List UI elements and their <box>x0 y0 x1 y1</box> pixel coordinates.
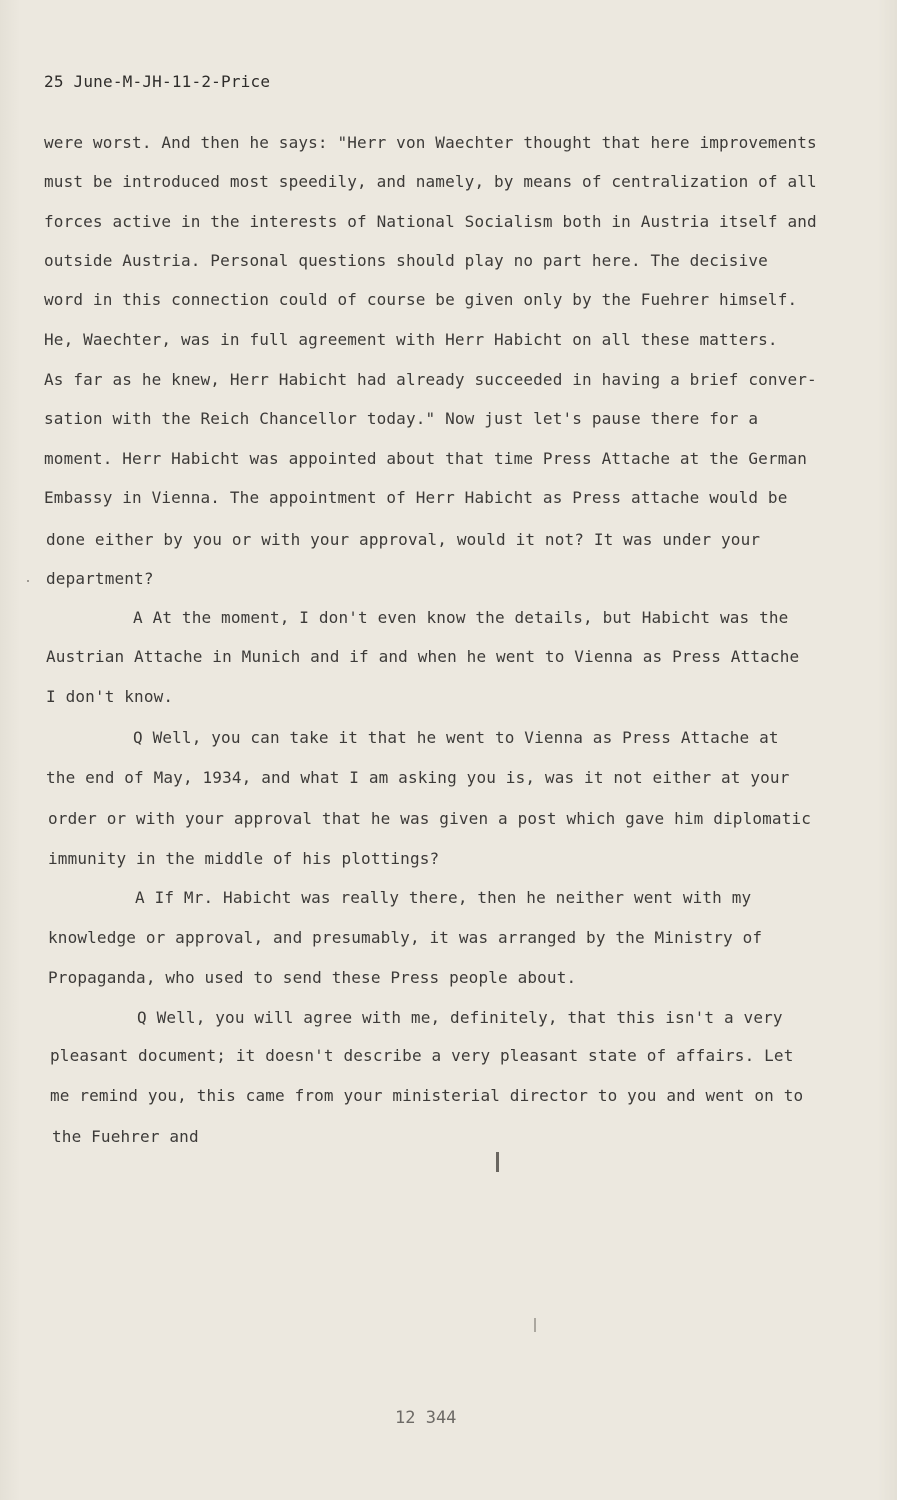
text-line: immunity in the middle of his plottings? <box>48 849 440 868</box>
text-line: order or with your approval that he was given a post which gave him diplomatic <box>48 809 812 828</box>
text-line: moment. Herr Habicht was appointed about that time Press Attache at the German <box>44 449 808 468</box>
text-line: sation with the Reich Chancellor today." Now just let's pause there for a <box>44 409 759 428</box>
text-line: pleasant document; it doesn't describe a very pleasant state of affairs. Let <box>50 1046 794 1065</box>
ink-mark <box>496 1152 499 1172</box>
text-line: word in this connection could of course be given only by the Fuehrer himself. <box>44 290 798 309</box>
text-line: knowledge or approval, and presumably, it was arranged by the Ministry of <box>48 928 763 947</box>
question-line: Q Well, you will agree with me, definitely, that this isn't a very <box>137 1008 783 1027</box>
text-line: me remind you, this came from your ministerial director to you and went on to <box>50 1086 804 1105</box>
text-line: He, Waechter, was in full agreement with Herr Habicht on all these matters. <box>44 330 778 349</box>
text-line: must be introduced most speedily, and namely, by means of centralization of all <box>44 172 817 191</box>
text-line: Propaganda, who used to send these Press people about. <box>48 968 577 987</box>
text-line: forces active in the interests of National Socialism both in Austria itself and <box>44 212 817 231</box>
ink-mark <box>27 580 29 582</box>
answer-line: A At the moment, I don't even know the details, but Habicht was the <box>133 608 789 627</box>
answer-line: A If Mr. Habicht was really there, then he neither went with my <box>135 888 752 907</box>
ink-mark <box>534 1318 536 1332</box>
text-line: the Fuehrer and <box>52 1127 199 1146</box>
text-line: outside Austria. Personal questions should play no part here. The decisive <box>44 251 768 270</box>
text-line: Austrian Attache in Munich and if and when he went to Vienna as Press Attache <box>46 647 800 666</box>
text-line: Embassy in Vienna. The appointment of Herr Habicht as Press attache would be <box>44 488 788 507</box>
text-line: I don't know. <box>46 687 174 706</box>
text-line: department? <box>46 569 154 588</box>
page-number: 12 344 <box>395 1408 457 1428</box>
text-line: As far as he knew, Herr Habicht had already succeeded in having a brief conver- <box>44 370 817 389</box>
text-line: the end of May, 1934, and what I am asking you is, was it not either at your <box>46 768 790 787</box>
text-line: done either by you or with your approval, would it not? It was under your <box>46 530 761 549</box>
text-line: were worst. And then he says: "Herr von Waechter thought that here improvements <box>44 133 817 152</box>
page-header: 25 June-M-JH-11-2-Price <box>44 72 271 91</box>
question-line: Q Well, you can take it that he went to Vienna as Press Attache at <box>133 728 779 747</box>
